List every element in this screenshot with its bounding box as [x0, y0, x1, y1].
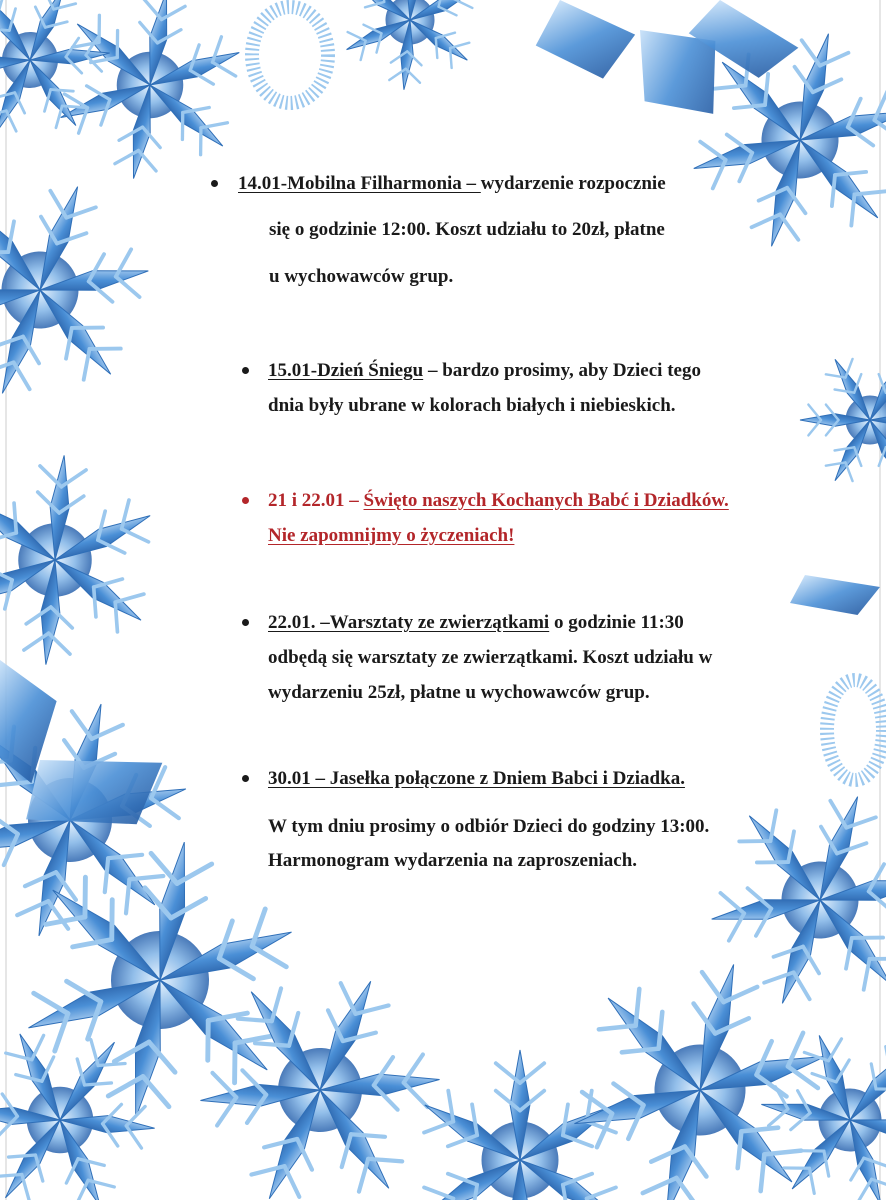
item-3-prefix: 21 i 22.01 –	[268, 490, 364, 511]
item-5-title: 30.01 – Jasełka połączone z Dniem Babci i Dziadka.	[268, 768, 685, 789]
bullet-1	[211, 180, 218, 187]
item-5-line-2: W tym dniu prosimy o odbiór Dzieci do godziny 13:00.	[268, 816, 710, 837]
item-1-rest: wydarzenie rozpocznie	[480, 173, 666, 194]
item-2-line-1	[268, 359, 701, 383]
item-4-title: 22.01. –Warsztaty ze zwierzątkami	[268, 612, 550, 633]
item-4-line-3: wydarzeniu 25zł, płatne u wychowawców grup.	[268, 682, 650, 703]
item-5-line-3: Harmonogram wydarzenia na zaproszeniach.	[268, 850, 638, 871]
item-1-line-3: u wychowawców grup.	[269, 266, 454, 287]
item-4-rest: o godzinie 11:30	[549, 612, 684, 633]
item-2-rest: – bardzo prosimy, aby Dzieci tego	[423, 360, 701, 381]
item-1-line-2: się o godzinie 12:00. Koszt udziału to 20zł, płatne	[269, 219, 665, 240]
bullet-3	[242, 497, 249, 504]
item-4-line-2: odbędą się warsztaty ze zwierzątkami. Koszt udziału w	[268, 647, 713, 668]
item-5-line-1	[268, 767, 685, 791]
bullet-4	[242, 619, 249, 626]
item-3-line-1	[268, 489, 729, 513]
item-3-title: Święto naszych Kochanych Babć i Dziadków.	[363, 490, 729, 511]
item-3-line-2: Nie zapomnijmy o życzeniach!	[268, 525, 515, 546]
item-2-line-2: dnia były ubrane w kolorach białych i niebieskich.	[268, 395, 676, 416]
bullet-2	[242, 367, 249, 374]
item-4-line-1	[268, 611, 684, 635]
item-1-line-1	[238, 172, 666, 196]
item-1-title: 14.01-Mobilna Filharmonia –	[238, 173, 481, 194]
bullet-5	[242, 775, 249, 782]
item-2-title: 15.01-Dzień Śniegu	[268, 360, 424, 381]
